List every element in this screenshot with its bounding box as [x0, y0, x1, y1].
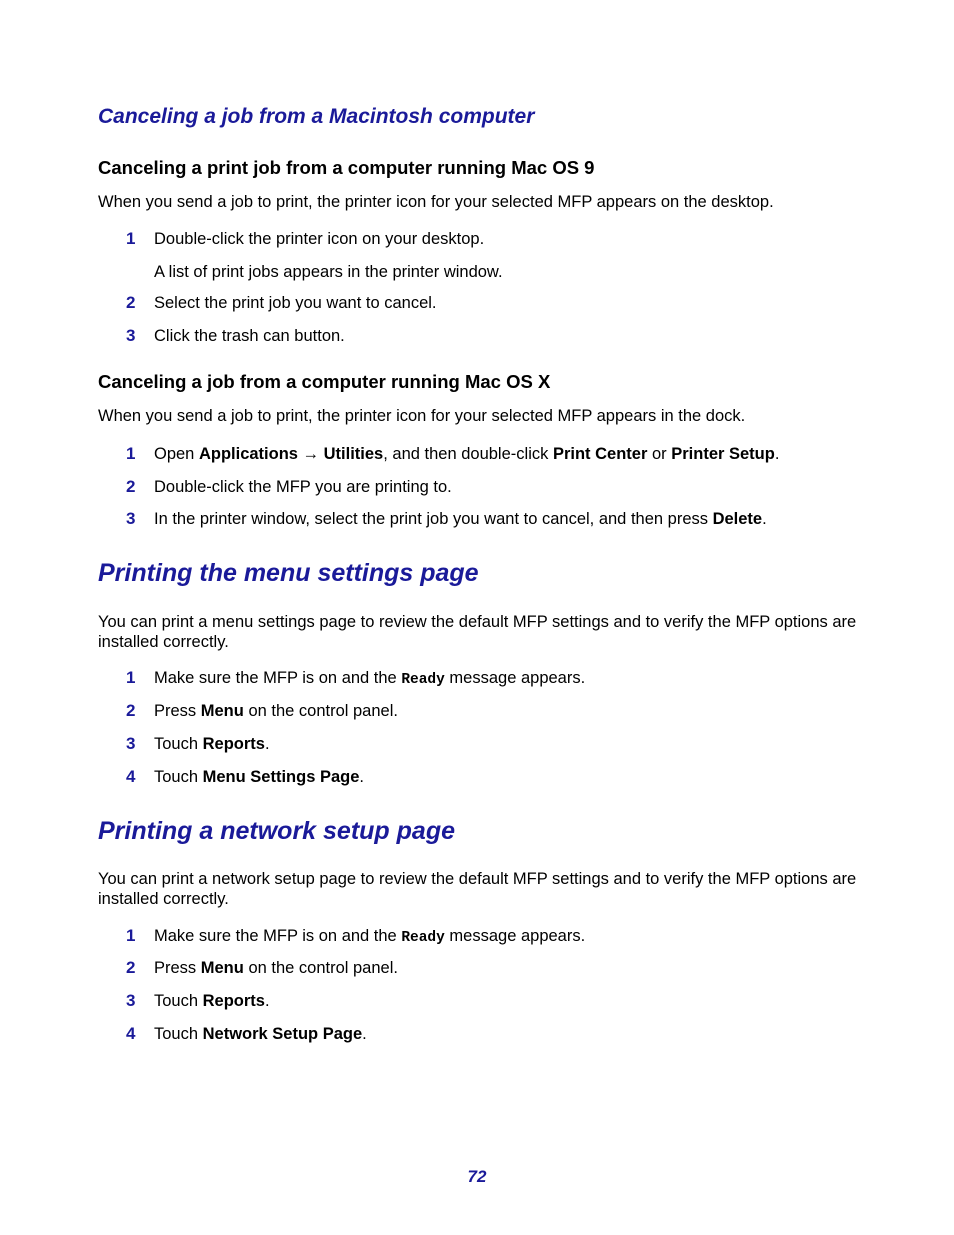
step-text	[154, 959, 398, 978]
step-text	[154, 510, 767, 529]
step-number: 3	[126, 991, 136, 1010]
step-number: 1	[126, 668, 136, 687]
intro-menu: You can print a menu settings page to review the default MFP settings and to verify the MFP options are installed correctly.	[98, 613, 857, 651]
step-note: A list of print jobs appears in the printer window.	[154, 263, 503, 281]
step-number: 2	[126, 701, 136, 720]
step-text	[154, 927, 585, 946]
ui-term: Menu	[200, 959, 244, 977]
step-number: 2	[126, 293, 136, 312]
section-title-network: Printing a network setup page	[98, 817, 455, 845]
step-number: 4	[126, 767, 136, 786]
step-text-part: Make sure the MFP is on and the	[154, 927, 402, 945]
intro-network: You can print a network setup page to review the default MFP settings and to verify the MFP options are installed correctly.	[98, 870, 857, 908]
step-text-part: Touch	[154, 735, 203, 753]
section-title-mac: Canceling a job from a Macintosh computer	[98, 105, 535, 128]
step-text-part: .	[359, 768, 364, 786]
step-text-part: .	[264, 992, 270, 1010]
step-number: 4	[126, 1024, 136, 1043]
step-text: Double-click the MFP you are printing to.	[154, 478, 452, 496]
step-text-part: Touch	[154, 768, 203, 786]
step-number: 1	[126, 926, 136, 945]
step-text-part: on the control panel.	[243, 959, 398, 977]
intro-mac-osx: When you send a job to print, the printer icon for your selected MFP appears in the dock.	[98, 407, 746, 425]
ready-message-code: Ready	[401, 672, 445, 688]
ui-term: Network Setup Page	[202, 1025, 363, 1043]
step-number: 2	[126, 477, 136, 496]
ui-term: Menu	[200, 702, 244, 720]
step-text	[154, 669, 585, 688]
step-text-part: , and then double-click	[383, 445, 553, 463]
step-text-part: Open	[154, 445, 199, 463]
step-text-part: .	[362, 1025, 367, 1043]
step-text-part: .	[264, 735, 270, 753]
step-number: 3	[126, 509, 136, 528]
step-text: Select the print job you want to cancel.	[154, 294, 437, 312]
section-title-menu: Printing the menu settings page	[98, 559, 479, 587]
step-text-part: Press	[154, 959, 201, 977]
step-text-part: Touch	[154, 992, 203, 1010]
ready-message-code: Ready	[401, 930, 445, 946]
step-number: 3	[126, 326, 136, 345]
step-text-part: message appears.	[444, 927, 586, 945]
intro-mac-os9: When you send a job to print, the printer icon for your selected MFP appears on the desktop.	[98, 193, 774, 211]
step-text	[154, 1025, 367, 1044]
step-text-part: Press	[154, 702, 201, 720]
arrow-icon: →	[297, 445, 324, 463]
step-text-part: on the control panel.	[243, 702, 398, 720]
step-number: 1	[126, 444, 136, 463]
ui-term: Delete	[712, 510, 763, 528]
heading-mac-osx: Canceling a job from a computer running Mac OS X	[98, 371, 551, 392]
ui-term: Utilities	[323, 445, 384, 463]
ui-term: Print Center	[552, 445, 648, 463]
step-text-part: Touch	[154, 1025, 203, 1043]
step-number: 1	[126, 229, 136, 248]
step-text	[154, 735, 270, 754]
step-text: Click the trash can button.	[154, 327, 345, 345]
step-number: 3	[126, 734, 136, 753]
step-text	[154, 992, 270, 1011]
step-text-part: or	[647, 445, 672, 463]
step-text	[154, 702, 398, 721]
ui-term: Applications	[198, 445, 298, 463]
step-text-part: Make sure the MFP is on and the	[154, 669, 402, 687]
page-number: 72	[467, 1167, 487, 1186]
step-text: Double-click the printer icon on your desktop.	[154, 230, 485, 248]
heading-mac-os9: Canceling a print job from a computer running Mac OS 9	[98, 157, 595, 178]
ui-term: Reports	[202, 735, 265, 753]
ui-term: Printer Setup	[671, 445, 775, 463]
ui-term: Reports	[202, 992, 265, 1010]
step-text-part: In the printer window, select the print job you want to cancel, and then press	[154, 510, 713, 528]
step-text-part: .	[762, 510, 767, 528]
step-text-part: message appears.	[444, 669, 586, 687]
step-text	[154, 768, 364, 787]
ui-term: Menu Settings Page	[202, 768, 360, 786]
step-text	[154, 445, 779, 464]
step-number: 2	[126, 958, 136, 977]
step-text-part: .	[774, 445, 780, 463]
